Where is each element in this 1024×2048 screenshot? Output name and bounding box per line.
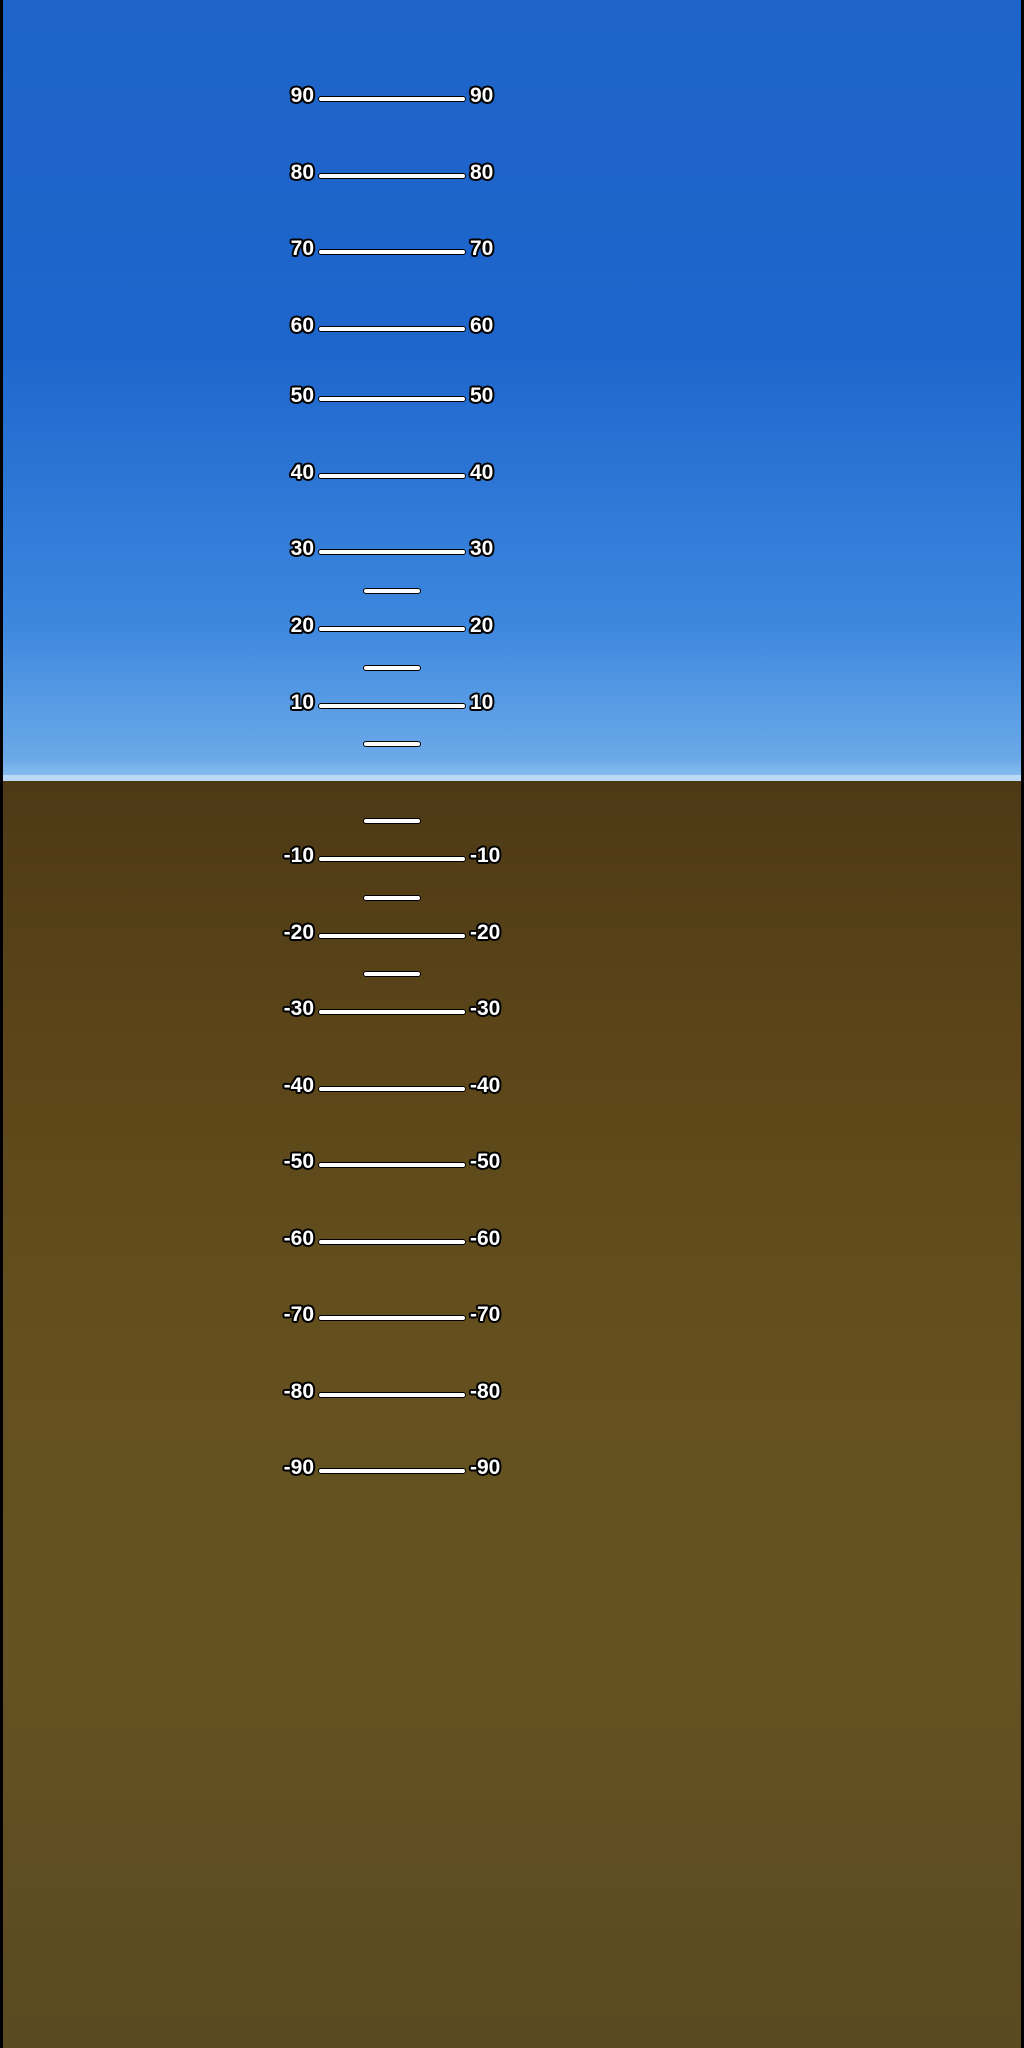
pitch-rung-bar	[318, 173, 466, 179]
pitch-label-left: -40	[283, 1074, 314, 1097]
pitch-label-left: -90	[283, 1456, 314, 1479]
pitch-label-left: 50	[290, 384, 314, 407]
pitch-rung-bar	[318, 396, 466, 402]
pitch-rung-bar	[318, 1315, 466, 1321]
pitch-label-right: 20	[470, 614, 494, 637]
pitch-rung-bar	[318, 1392, 466, 1398]
pitch-label-right: -10	[470, 844, 501, 867]
pitch-label-right: 50	[470, 384, 494, 407]
pitch-label-left: -10	[283, 844, 314, 867]
pitch-rung-bar	[363, 818, 421, 824]
pitch-label-right: 40	[470, 461, 494, 484]
pitch-label-right: -50	[470, 1150, 501, 1173]
pitch-rung-bar	[318, 549, 466, 555]
pitch-rung-bar	[318, 1239, 466, 1245]
pitch-rung-bar	[318, 703, 466, 709]
pitch-label-right: 30	[470, 537, 494, 560]
pitch-label-left: -70	[283, 1303, 314, 1326]
pitch-label-right: 60	[470, 314, 494, 337]
pitch-rung-bar	[318, 96, 466, 102]
pitch-label-right: 10	[470, 691, 494, 714]
pitch-rung-bar	[363, 895, 421, 901]
pitch-rung-bar	[318, 249, 466, 255]
pitch-rung-bar	[318, 933, 466, 939]
pitch-label-left: 30	[290, 537, 314, 560]
pitch-rung-bar	[318, 326, 466, 332]
pitch-rung-bar	[318, 856, 466, 862]
pitch-label-right: -30	[470, 997, 501, 1020]
pitch-rung-bar	[318, 1009, 466, 1015]
pitch-label-right: -60	[470, 1227, 501, 1250]
pitch-label-right: -90	[470, 1456, 501, 1479]
pitch-label-left: 80	[290, 161, 314, 184]
pitch-rung-bar	[318, 473, 466, 479]
pitch-label-left: -50	[283, 1150, 314, 1173]
pitch-rung-bar	[318, 1086, 466, 1092]
pitch-label-left: -30	[283, 997, 314, 1020]
pitch-label-left: -60	[283, 1227, 314, 1250]
pitch-label-left: 40	[290, 461, 314, 484]
pitch-rung-bar	[318, 1468, 466, 1474]
pitch-rung-bar	[363, 741, 421, 747]
pitch-label-right: -20	[470, 921, 501, 944]
pitch-rung-bar	[363, 665, 421, 671]
pitch-label-left: 90	[290, 84, 314, 107]
pitch-label-left: -20	[283, 921, 314, 944]
pitch-label-left: -80	[283, 1380, 314, 1403]
pitch-label-left: 20	[290, 614, 314, 637]
pitch-label-right: 70	[470, 237, 494, 260]
pitch-label-right: -70	[470, 1303, 501, 1326]
pitch-label-left: 60	[290, 314, 314, 337]
pitch-label-left: 10	[290, 691, 314, 714]
pitch-rung-bar	[318, 626, 466, 632]
pitch-label-left: 70	[290, 237, 314, 260]
pitch-rung-bar	[318, 1162, 466, 1168]
pitch-rung-bar	[363, 588, 421, 594]
pitch-label-right: -40	[470, 1074, 501, 1097]
pitch-label-right: -80	[470, 1380, 501, 1403]
pitch-rung-bar	[363, 971, 421, 977]
pitch-label-right: 90	[470, 84, 494, 107]
pitch-label-right: 80	[470, 161, 494, 184]
